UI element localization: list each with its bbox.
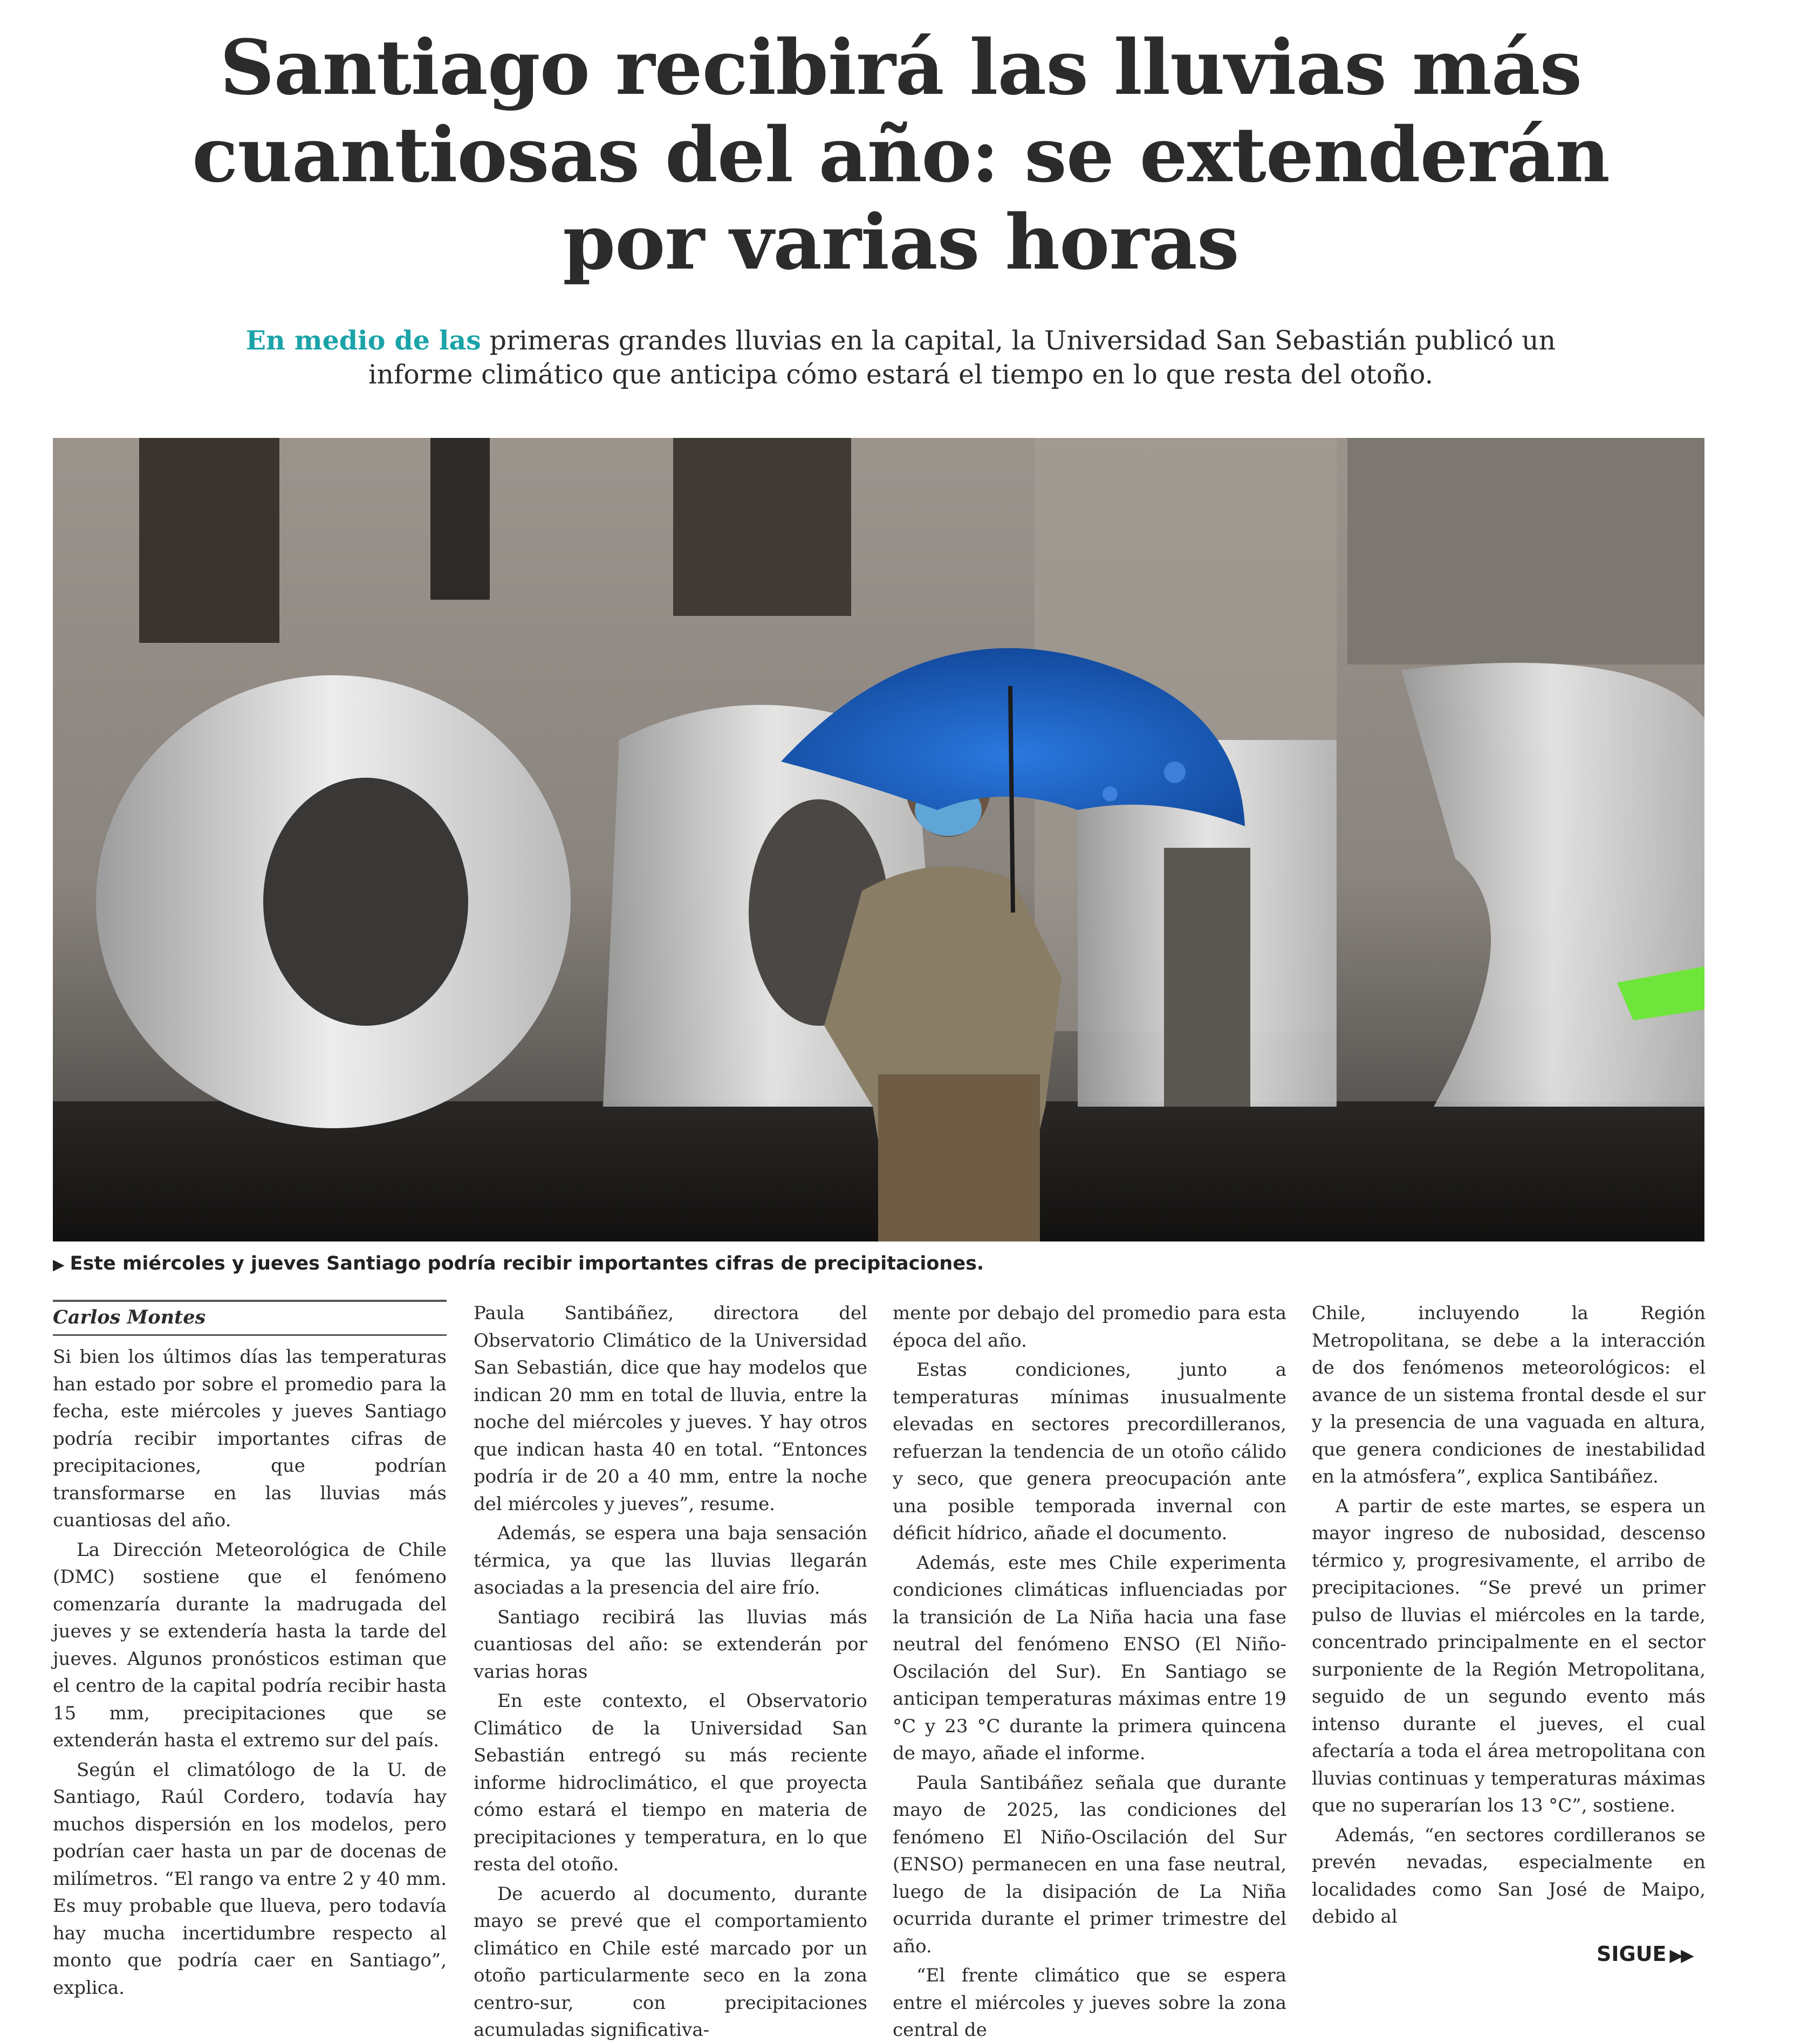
caption-text: Este miércoles y jueves Santiago podría recibir importantes cifras de precipitaciones. xyxy=(70,1253,984,1274)
article-column-4 xyxy=(1312,1300,1706,1931)
paragraph: La Dirección Meteorológica de Chile (DMC) sostiene que el fenómeno comenzaría durante la madrugada del jueves y se extendería hasta la tarde del jueves. Algunos pronósticos estiman que el centro de la capital podría recibir hasta 15 mm, precipitaciones que se extenderán hasta el extremo sur del país. xyxy=(53,1539,447,1751)
paragraph: Chile, incluyendo la Región Metropolitana, se debe a la interacción de dos fenómenos meteorológicos: el avance de un sistema frontal desde el sur y la presencia de una vaguada en altura, que genera condiciones de inestabilidad en la atmósfera”, explica Santibáñez. xyxy=(1312,1302,1706,1487)
continue-marker xyxy=(1597,1940,1715,1968)
paragraph: Según el climatólogo de la U. de Santiago, Raúl Cordero, todavía hay muchos dispersión en los modelos, pero podrían caer hasta un par de docenas de milímetros. “El rango va entre 2 y 40 mm. Es muy probable que llueva, pero todavía hay mucha incertidumbre respecto al monto que podría caer en Santiago”, explica. xyxy=(53,1759,447,1999)
triangle-right-icon: ▶ xyxy=(53,1256,65,1273)
paragraph: “El frente climático que se espera entre el miércoles y jueves sobre la zona central de xyxy=(893,1965,1286,2041)
double-arrow-right-icon: ▶▶ xyxy=(1669,1945,1692,1965)
paragraph: Paula Santibáñez, directora del Observatorio Climático de la Universidad San Sebastián, dice que hay modelos que indican 20 mm en total de lluvia, entre la noche del miércoles y jueves. Y hay otros que indican hasta 40 en total. “Entonces podría ir de 20 a 40 mm, entre la noche del miércoles y jueves”, resume. xyxy=(474,1302,867,1515)
deck-lead: En medio de las xyxy=(245,325,481,356)
continue-label: SIGUE xyxy=(1597,1942,1667,1966)
deck-text: primeras grandes lluvias en la capital, la Universidad San Sebastián publicó un informe climático que anticipa cómo estará el tiempo en lo que resta del otoño. xyxy=(368,325,1556,390)
paragraph: Además, “en sectores cordilleranos se prevén nevadas, especialmente en localidades como San José de Maipo, debido al xyxy=(1312,1824,1706,1928)
article-column-2 xyxy=(474,1300,867,2044)
paragraph: Paula Santibáñez señala que durante mayo de 2025, las condiciones del fenómeno El Niño-Oscilación del Sur (ENSO) permanecen en una fase neutral, luego de la disipación de La Niña ocurrida durante el primer trimestre del año. xyxy=(893,1772,1286,1957)
paragraph: En este contexto, el Observatorio Climático de la Universidad San Sebastián entregó su más reciente informe hidroclimático, el que proyecta cómo estará el tiempo en materia de precipitaciones y temperatura, en lo que resta del otoño. xyxy=(474,1690,867,1875)
byline: Carlos Montes xyxy=(53,1300,447,1336)
article-column-3 xyxy=(893,1300,1286,2044)
paragraph: Estas condiciones, junto a temperaturas mínimas inusualmente elevadas en sectores precordilleranos, refuerzan la tendencia de un otoño cálido y seco, que genera preocupación ante una posible temporada invernal con déficit hídrico, añade el documento. xyxy=(893,1359,1286,1544)
article-column-1 xyxy=(53,1300,447,2001)
paragraph: mente por debajo del promedio para esta época del año. xyxy=(893,1302,1286,1352)
paragraph: Además, este mes Chile experimenta condiciones climáticas influenciadas por la transición de La Niña hacia una fase neutral del fenómeno ENSO (El Niño-Oscilación del Sur). En Santiago se anticipan temperaturas máximas entre 19 °C y 23 °C durante la primera quincena de mayo, añade el informe. xyxy=(893,1552,1286,1764)
headline: Santiago recibirá las lluvias más cuantiosas del año: se extenderán por varias horas xyxy=(192,24,1610,287)
paragraph: Si bien los últimos días las temperaturas han estado por sobre el promedio para la fecha, este miércoles y jueves Santiago podría recibir importantes cifras de precipitaciones, que podrían transformarse en las lluvias más cuantiosas del año. xyxy=(53,1346,447,1531)
paragraph: Santiago recibirá las lluvias más cuantiosas del año: se extenderán por varias horas xyxy=(474,1606,867,1683)
paragraph: Además, se espera una baja sensación térmica, ya que las lluvias llegarán asociadas a la presencia del aire frío. xyxy=(474,1522,867,1599)
photo-caption xyxy=(53,1250,1455,1278)
paragraph: A partir de este martes, se espera un mayor ingreso de nubosidad, descenso térmico y, progresivamente, el arribo de precipitaciones. “Se prevé un primer pulso de lluvias el miércoles en la tarde, concentrado principalmente en el sector surponiente de la Región Metropolitana, seguido de un segundo evento más intenso durante el jueves, el cual afectaría a toda el área metropolitana con lluvias continuas y temperaturas máximas que no superarían los 13 °C”, sostiene. xyxy=(1312,1495,1706,1816)
paragraph: De acuerdo al documento, durante mayo se prevé que el comportamiento climático en Chile esté marcado por un otoño particularmente seco en la zona centro-sur, con precipitaciones acumuladas significativa- xyxy=(474,1883,867,2041)
article-photo xyxy=(53,438,1704,1242)
article-deck xyxy=(227,324,1575,392)
photo-illustration xyxy=(53,438,1704,1242)
